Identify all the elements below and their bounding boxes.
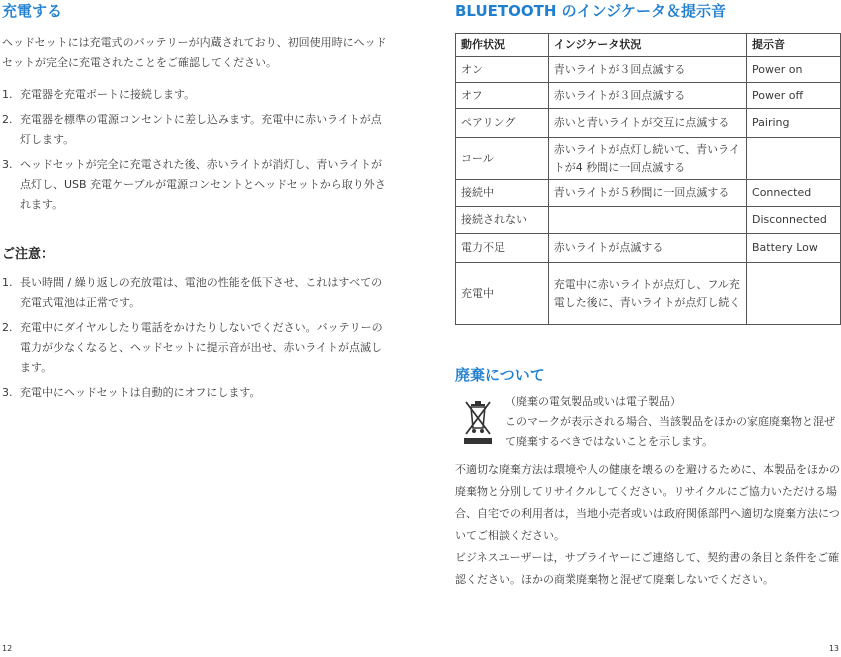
header-prompt: 提示音 bbox=[747, 34, 841, 57]
cell-prompt: Disconnected bbox=[747, 207, 841, 234]
caution-item bbox=[2, 273, 387, 313]
step-number: 1. bbox=[2, 88, 13, 101]
cell-indicator: 充電中に赤いライトが点灯し、フル充電した後に、青いライトが点灯し続く bbox=[548, 263, 746, 325]
cell-status: コール bbox=[456, 138, 549, 180]
page-number-left: 12 bbox=[2, 644, 13, 653]
indicator-table bbox=[455, 33, 841, 325]
cell-status: 電力不足 bbox=[456, 234, 549, 263]
cell-prompt: Power off bbox=[747, 83, 841, 109]
step-text: 充電器を充電ポートに接続します。 bbox=[20, 88, 196, 101]
cell-prompt bbox=[747, 263, 841, 325]
table-header-row bbox=[456, 34, 841, 57]
cell-indicator: 赤いと青いライトが交互に点滅する bbox=[548, 109, 746, 138]
cell-status: 接続中 bbox=[456, 180, 549, 207]
caution-text: 充電中にダイヤルしたり電話をかけたりしないでください。バッテリーの電力が少なくなると、ヘッドセットに提示音が出せ、赤いライトが点滅します。 bbox=[20, 321, 383, 374]
caution-number: 3. bbox=[2, 386, 13, 399]
cell-status: 接続されない bbox=[456, 207, 549, 234]
cell-status: 充電中 bbox=[456, 263, 549, 325]
table-row bbox=[456, 57, 841, 83]
caution-text: 充電中にヘッドセットは自動的にオフにします。 bbox=[20, 386, 261, 399]
table-row bbox=[456, 83, 841, 109]
header-indicator: インジケータ状況 bbox=[548, 34, 746, 57]
table-row bbox=[456, 263, 841, 325]
caution-number: 2. bbox=[2, 321, 13, 334]
charging-step bbox=[2, 110, 387, 150]
weee-text: このマークが表示される場合、当該製品をほかの家庭廃棄物と混ぜて廃棄するべきではないことを示します。 bbox=[505, 415, 835, 448]
cell-status: オフ bbox=[456, 83, 549, 109]
caution-number: 1. bbox=[2, 276, 13, 289]
cell-status: オン bbox=[456, 57, 549, 83]
page-number-right: 13 bbox=[828, 644, 839, 653]
cell-indicator: 赤いライトが点滅する bbox=[548, 234, 746, 263]
step-text: 充電器を標準の電源コンセントに差し込みます。充電中に赤いライトが点灯します。 bbox=[20, 113, 382, 146]
cell-indicator: 青いライトが５秒間に一回点滅する bbox=[548, 180, 746, 207]
cell-prompt: Pairing bbox=[747, 109, 841, 138]
charging-steps bbox=[2, 85, 387, 220]
header-status: 動作状況 bbox=[456, 34, 549, 57]
step-text: ヘッドセットが完全に充電された後、赤いライトが消灯し、青いライトが点灯し、USB 充電ケーブルが電源コンセントとヘッドセットから取り外されます。 bbox=[20, 158, 386, 211]
table-row bbox=[456, 180, 841, 207]
table-row bbox=[456, 234, 841, 263]
table-row bbox=[456, 207, 841, 234]
table-row bbox=[456, 138, 841, 180]
charging-intro: ヘッドセットには充電式のバッテリーが内蔵されており、初回使用時にヘッドセットが完全に充電されたことをご確認してください。 bbox=[2, 36, 387, 69]
cell-indicator: 赤いライトが点灯し続いて、青いライトが4 秒間に一回点滅する bbox=[548, 138, 746, 180]
disposal-paragraph-1: 不適切な廃棄方法は環境や人の健康を壊るのを避けるために、本製品をほかの廃棄物と分別してリサイクルしてください。リサイクルにご協力いただける場合、自宅での利用者は，当地小売者或いは政府関係部門へ適切な廃棄方法についてご相談ください。 bbox=[455, 463, 840, 542]
step-number: 3. bbox=[2, 158, 13, 171]
caution-list bbox=[2, 273, 387, 408]
bluetooth-title: BLUETOOTH のインジケータ＆提示音 bbox=[455, 2, 726, 20]
caution-title: ご注意： bbox=[2, 247, 55, 262]
weee-caption: （廃棄の電気製品或いは電子製品） bbox=[505, 395, 681, 408]
caution-item bbox=[2, 318, 387, 378]
charging-title: 充電する bbox=[2, 2, 63, 20]
cell-prompt: Battery Low bbox=[747, 234, 841, 263]
cell-prompt bbox=[747, 138, 841, 180]
crossed-bin-icon bbox=[462, 398, 494, 446]
caution-item bbox=[2, 383, 387, 403]
table-row bbox=[456, 109, 841, 138]
cell-indicator bbox=[548, 207, 746, 234]
charging-step bbox=[2, 85, 387, 105]
step-number: 2. bbox=[2, 113, 13, 126]
cell-indicator: 赤いライトが３回点滅する bbox=[548, 83, 746, 109]
cell-indicator: 青いライトが３回点滅する bbox=[548, 57, 746, 83]
disposal-title: 廃棄について bbox=[455, 366, 545, 384]
charging-step bbox=[2, 155, 387, 215]
cell-prompt: Power on bbox=[747, 57, 841, 83]
cell-status: ペアリング bbox=[456, 109, 549, 138]
disposal-paragraph-2: ビジネスユーザーは，サプライヤーにご連絡して、契約書の条目と条件をご確認ください。ほかの商業廃棄物と混ぜて廃棄しないでください。 bbox=[455, 551, 840, 586]
caution-text: 長い時間 / 繰り返しの充放電は、電池の性能を低下させ、これはすべての充電式電池は正常です。 bbox=[20, 276, 383, 309]
cell-prompt: Connected bbox=[747, 180, 841, 207]
